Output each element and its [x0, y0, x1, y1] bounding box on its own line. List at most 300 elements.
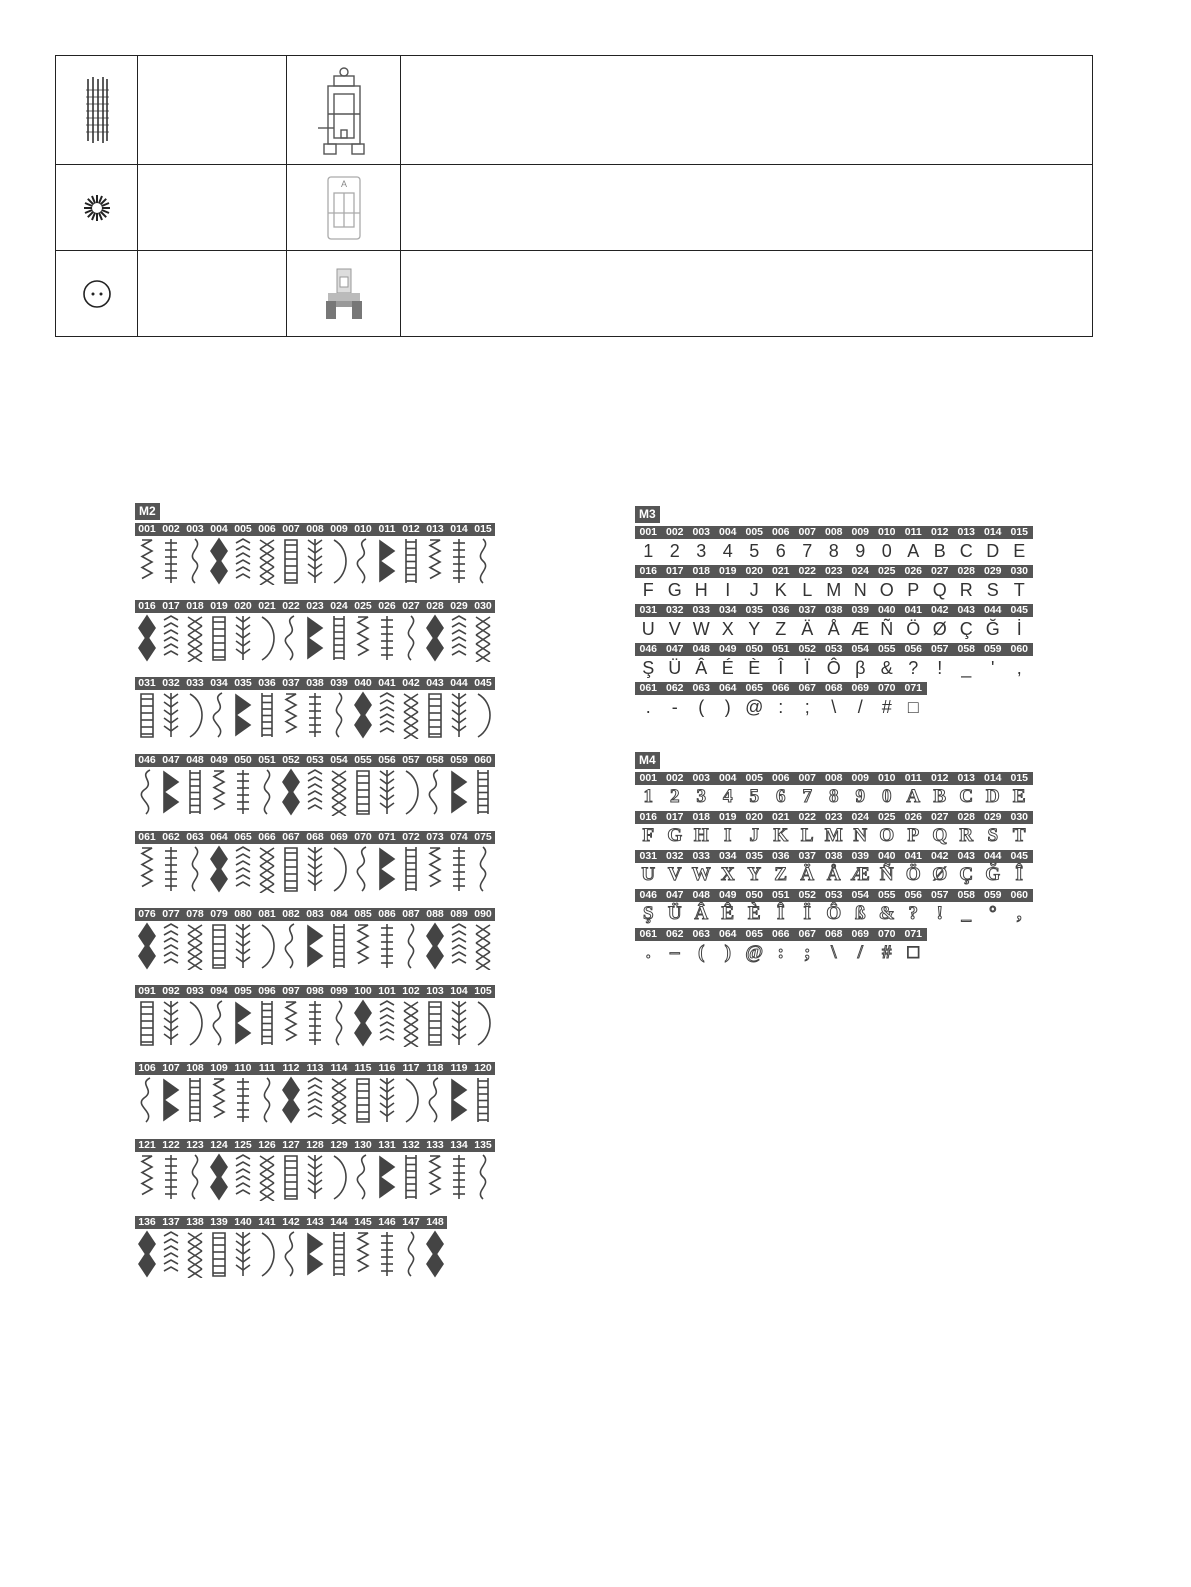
- font-character[interactable]: F: [642, 580, 654, 600]
- stitch-pattern[interactable]: [135, 1152, 159, 1202]
- stitch-pattern[interactable]: [279, 1152, 303, 1202]
- stitch-pattern[interactable]: [135, 1075, 159, 1125]
- stitch-pattern[interactable]: [135, 536, 159, 586]
- stitch-pattern[interactable]: [303, 1152, 327, 1202]
- stitch-pattern[interactable]: [279, 1075, 303, 1125]
- stitch-pattern[interactable]: [423, 536, 447, 586]
- font-character[interactable]: Q: [932, 580, 947, 600]
- stitch-pattern[interactable]: [375, 998, 399, 1048]
- stitch-pattern[interactable]: [207, 767, 231, 817]
- font-character[interactable]: /: [857, 942, 863, 963]
- font-character[interactable]: L: [800, 825, 814, 846]
- font-character[interactable]: B: [933, 541, 946, 561]
- font-character[interactable]: ,: [1016, 903, 1022, 924]
- font-character[interactable]: (: [698, 942, 705, 963]
- stitch-pattern[interactable]: [183, 1152, 207, 1202]
- stitch-pattern[interactable]: [255, 536, 279, 586]
- font-character[interactable]: Ş: [642, 658, 655, 678]
- font-character[interactable]: Ä: [801, 619, 814, 639]
- font-character[interactable]: P: [907, 580, 920, 600]
- font-character[interactable]: 6: [776, 786, 786, 807]
- stitch-pattern[interactable]: [447, 921, 471, 971]
- stitch-pattern[interactable]: [423, 613, 447, 663]
- font-character[interactable]: 5: [749, 541, 760, 561]
- font-character[interactable]: È: [748, 658, 761, 678]
- stitch-pattern[interactable]: [471, 690, 495, 740]
- font-character[interactable]: □: [907, 942, 919, 963]
- stitch-pattern[interactable]: [279, 998, 303, 1048]
- font-character[interactable]: È: [747, 903, 761, 924]
- font-character[interactable]: Â: [695, 658, 708, 678]
- stitch-pattern[interactable]: [375, 1152, 399, 1202]
- stitch-pattern[interactable]: [423, 844, 447, 894]
- stitch-pattern[interactable]: [351, 998, 375, 1048]
- font-character[interactable]: :: [777, 942, 784, 963]
- stitch-pattern[interactable]: [327, 536, 351, 586]
- stitch-pattern[interactable]: [231, 1152, 255, 1202]
- stitch-pattern[interactable]: [375, 767, 399, 817]
- stitch-pattern[interactable]: [471, 1075, 495, 1125]
- font-character[interactable]: !: [937, 658, 943, 678]
- stitch-pattern[interactable]: [207, 844, 231, 894]
- font-character[interactable]: -: [671, 697, 678, 717]
- stitch-pattern[interactable]: [423, 1229, 447, 1279]
- stitch-pattern[interactable]: [375, 690, 399, 740]
- stitch-pattern[interactable]: [471, 921, 495, 971]
- stitch-pattern[interactable]: [375, 844, 399, 894]
- font-character[interactable]: J: [749, 580, 759, 600]
- stitch-pattern[interactable]: [279, 690, 303, 740]
- font-character[interactable]: 9: [855, 541, 866, 561]
- stitch-pattern[interactable]: [135, 844, 159, 894]
- stitch-pattern[interactable]: [159, 1229, 183, 1279]
- stitch-pattern[interactable]: [207, 1075, 231, 1125]
- char-number: 051: [771, 643, 790, 655]
- font-character[interactable]: &: [878, 903, 895, 924]
- stitch-pattern[interactable]: [231, 844, 255, 894]
- stitch-pattern[interactable]: [207, 1229, 231, 1279]
- stitch-pattern[interactable]: [303, 921, 327, 971]
- stitch-pattern[interactable]: [135, 613, 159, 663]
- font-character[interactable]: Ö: [905, 864, 921, 885]
- stitch-pattern[interactable]: [423, 921, 447, 971]
- font-character[interactable]: B: [933, 786, 947, 807]
- stitch-pattern[interactable]: [303, 1229, 327, 1279]
- char-number: 004: [718, 526, 737, 538]
- stitch-pattern[interactable]: [303, 613, 327, 663]
- font-character[interactable]: Ç: [959, 619, 973, 639]
- stitch-pattern[interactable]: [423, 1152, 447, 1202]
- font-character[interactable]: Ø: [932, 864, 948, 885]
- stitch-pattern[interactable]: [207, 690, 231, 740]
- font-character[interactable]: #: [881, 697, 892, 717]
- stitch-pattern[interactable]: [447, 998, 471, 1048]
- font-character[interactable]: İ: [1016, 619, 1022, 639]
- font-character[interactable]: 9: [855, 786, 865, 807]
- font-character[interactable]: P: [907, 825, 920, 846]
- stitch-pattern[interactable]: [447, 1152, 471, 1202]
- font-character[interactable]: Ñ: [879, 864, 894, 885]
- font-character[interactable]: Ö: [906, 619, 921, 639]
- font-character[interactable]: A: [907, 541, 920, 561]
- stitch-pattern[interactable]: [351, 844, 375, 894]
- font-character[interactable]: :: [778, 697, 784, 717]
- char-number: 067: [798, 928, 817, 940]
- stitch-pattern[interactable]: [231, 1075, 255, 1125]
- stitch-pattern[interactable]: [183, 921, 207, 971]
- stitch-pattern[interactable]: [351, 921, 375, 971]
- font-character[interactable]: L: [802, 580, 813, 600]
- font-character[interactable]: 4: [723, 786, 733, 807]
- stitch-pattern[interactable]: [399, 921, 423, 971]
- stitch-pattern[interactable]: [207, 536, 231, 586]
- font-character[interactable]: 1: [643, 786, 653, 807]
- stitch-pattern[interactable]: [399, 690, 423, 740]
- stitch-pattern[interactable]: [231, 1229, 255, 1279]
- stitch-pattern[interactable]: [255, 1229, 279, 1279]
- font-character[interactable]: 2: [670, 786, 680, 807]
- stitch-pattern[interactable]: [231, 690, 255, 740]
- font-character[interactable]: F: [642, 825, 655, 846]
- stitch-pattern[interactable]: [135, 1229, 159, 1279]
- stitch-pattern[interactable]: [159, 690, 183, 740]
- stitch-pattern[interactable]: [255, 921, 279, 971]
- stitch-pattern[interactable]: [135, 998, 159, 1048]
- stitch-pattern[interactable]: [471, 613, 495, 663]
- stitch-pattern[interactable]: [159, 921, 183, 971]
- font-character[interactable]: 5: [749, 786, 759, 807]
- font-character[interactable]: Æ: [851, 619, 870, 639]
- stitch-pattern[interactable]: [159, 613, 183, 663]
- font-character[interactable]: Ñ: [880, 619, 894, 639]
- font-character[interactable]: ?: [908, 658, 919, 678]
- stitch-pattern[interactable]: [159, 767, 183, 817]
- stitch-pattern[interactable]: [303, 767, 327, 817]
- font-character[interactable]: D: [986, 541, 1000, 561]
- font-character[interactable]: 8: [829, 786, 839, 807]
- font-character[interactable]: (: [698, 697, 705, 717]
- font-character[interactable]: Ğ: [985, 864, 1001, 885]
- stitch-pattern[interactable]: [351, 1075, 375, 1125]
- font-character[interactable]: A: [906, 786, 921, 807]
- stitch-pattern[interactable]: [231, 767, 255, 817]
- font-character[interactable]: O: [879, 580, 894, 600]
- font-character[interactable]: !: [936, 903, 943, 924]
- stitch-pattern[interactable]: [447, 690, 471, 740]
- stitch-pattern[interactable]: [471, 1152, 495, 1202]
- font-character[interactable]: .: [645, 697, 651, 717]
- font-character[interactable]: _: [961, 903, 971, 924]
- stitch-pattern[interactable]: [135, 767, 159, 817]
- font-character[interactable]: T: [1012, 825, 1026, 846]
- stitch-pattern[interactable]: [303, 1075, 327, 1125]
- font-character[interactable]: S: [987, 825, 999, 846]
- font-character[interactable]: Ğ: [985, 619, 1000, 639]
- font-character[interactable]: ': [991, 658, 995, 678]
- stitch-pattern[interactable]: [159, 998, 183, 1048]
- font-character[interactable]: W: [691, 864, 711, 885]
- stitch-pattern[interactable]: [159, 844, 183, 894]
- font-character[interactable]: Å: [826, 864, 841, 885]
- font-character[interactable]: ß: [854, 903, 866, 924]
- stitch-pattern[interactable]: [351, 1152, 375, 1202]
- font-character[interactable]: H: [694, 580, 708, 600]
- stitch-pattern[interactable]: [375, 613, 399, 663]
- font-character[interactable]: 1: [643, 541, 654, 561]
- font-character[interactable]: U: [641, 619, 655, 639]
- font-character[interactable]: X: [720, 864, 735, 885]
- font-character[interactable]: ;: [804, 942, 811, 963]
- stitch-pattern[interactable]: [279, 1229, 303, 1279]
- stitch-pattern[interactable]: [327, 767, 351, 817]
- stitch-pattern[interactable]: [303, 998, 327, 1048]
- stitch-pattern[interactable]: [231, 998, 255, 1048]
- stitch-pattern[interactable]: [399, 844, 423, 894]
- stitch-pattern[interactable]: [399, 613, 423, 663]
- stitch-pattern[interactable]: [399, 1075, 423, 1125]
- stitch-pattern[interactable]: [159, 1152, 183, 1202]
- stitch-pattern[interactable]: [207, 921, 231, 971]
- stitch-pattern[interactable]: [351, 767, 375, 817]
- font-character[interactable]: \: [831, 697, 837, 717]
- font-character[interactable]: 6: [775, 541, 786, 561]
- stitch-pattern[interactable]: [303, 844, 327, 894]
- font-character[interactable]: ,: [1016, 658, 1022, 678]
- font-character[interactable]: E: [1012, 786, 1026, 807]
- stitch-pattern[interactable]: [183, 1229, 207, 1279]
- stitch-pattern[interactable]: [303, 536, 327, 586]
- font-character[interactable]: #: [882, 942, 892, 963]
- stitch-pattern[interactable]: [255, 1152, 279, 1202]
- stitch-pattern[interactable]: [351, 536, 375, 586]
- stitch-pattern[interactable]: [327, 613, 351, 663]
- font-character[interactable]: W: [692, 619, 710, 639]
- stitch-pattern[interactable]: [327, 690, 351, 740]
- font-character[interactable]: Y: [747, 864, 762, 885]
- stitch-pattern[interactable]: [327, 1152, 351, 1202]
- font-character[interactable]: 2: [669, 541, 680, 561]
- stitch-pattern[interactable]: [399, 767, 423, 817]
- font-character[interactable]: M: [826, 580, 842, 600]
- font-character[interactable]: Â: [694, 903, 709, 924]
- stitch-pattern[interactable]: [399, 1152, 423, 1202]
- stitch-pattern[interactable]: [207, 1152, 231, 1202]
- font-character[interactable]: X: [721, 619, 734, 639]
- font-character[interactable]: 7: [802, 786, 812, 807]
- stitch-pattern[interactable]: [423, 1075, 447, 1125]
- stitch-pattern[interactable]: [471, 536, 495, 586]
- font-character[interactable]: 7: [802, 541, 813, 561]
- font-character[interactable]: K: [773, 825, 789, 846]
- stitch-pattern[interactable]: [207, 998, 231, 1048]
- stitch-pattern[interactable]: [399, 536, 423, 586]
- stitch-pattern[interactable]: [279, 767, 303, 817]
- font-character[interactable]: K: [774, 580, 787, 600]
- stitch-pattern[interactable]: [207, 613, 231, 663]
- font-character[interactable]: 0: [881, 541, 892, 561]
- stitch-pattern[interactable]: [399, 998, 423, 1048]
- stitch-pattern[interactable]: [351, 1229, 375, 1279]
- stitch-pattern[interactable]: [279, 536, 303, 586]
- stitch-pattern[interactable]: [327, 998, 351, 1048]
- font-character[interactable]: \: [831, 942, 837, 963]
- font-character[interactable]: G: [667, 825, 683, 846]
- stitch-pattern[interactable]: [183, 1075, 207, 1125]
- font-character[interactable]: É: [721, 658, 734, 678]
- stitch-pattern[interactable]: [183, 536, 207, 586]
- stitch-pattern[interactable]: [471, 998, 495, 1048]
- font-character[interactable]: @: [745, 942, 764, 963]
- font-character[interactable]: Ç: [959, 864, 974, 885]
- stitch-pattern[interactable]: [183, 998, 207, 1048]
- stitch-pattern[interactable]: [135, 921, 159, 971]
- font-character[interactable]: Ï: [803, 903, 811, 924]
- font-character[interactable]: Q: [932, 825, 948, 846]
- font-character[interactable]: Î: [778, 658, 784, 678]
- stitch-pattern[interactable]: [183, 613, 207, 663]
- stitch-pattern[interactable]: [255, 767, 279, 817]
- stitch-pattern[interactable]: [447, 613, 471, 663]
- font-character[interactable]: Ü: [667, 903, 682, 924]
- font-character[interactable]: Î: [777, 903, 785, 924]
- stitch-pattern[interactable]: [279, 921, 303, 971]
- stitch-pattern[interactable]: [255, 1075, 279, 1125]
- stitch-pattern[interactable]: [183, 844, 207, 894]
- font-character[interactable]: C: [959, 541, 973, 561]
- font-character[interactable]: N: [853, 580, 867, 600]
- font-character[interactable]: 0: [882, 786, 892, 807]
- font-character[interactable]: β: [855, 658, 866, 678]
- stitch-pattern[interactable]: [255, 844, 279, 894]
- stitch-pattern[interactable]: [423, 998, 447, 1048]
- stitch-pattern[interactable]: [375, 536, 399, 586]
- font-character[interactable]: T: [1013, 580, 1025, 600]
- font-character[interactable]: Z: [775, 619, 787, 639]
- font-character[interactable]: O: [879, 825, 895, 846]
- font-character[interactable]: &: [880, 658, 893, 678]
- stitch-pattern[interactable]: [327, 1075, 351, 1125]
- stitch-pattern[interactable]: [279, 613, 303, 663]
- font-character[interactable]: Ô: [826, 658, 841, 678]
- font-character[interactable]: R: [959, 825, 974, 846]
- font-character[interactable]: H: [693, 825, 709, 846]
- stitch-pattern[interactable]: [447, 767, 471, 817]
- font-character[interactable]: Z: [774, 864, 788, 885]
- font-character[interactable]: ): [724, 942, 731, 963]
- font-character[interactable]: ;: [804, 697, 810, 717]
- font-character[interactable]: °: [988, 903, 997, 924]
- stitch-pattern[interactable]: [447, 1075, 471, 1125]
- stitch-pattern[interactable]: [183, 690, 207, 740]
- stitch-pattern[interactable]: [327, 921, 351, 971]
- stitch-pattern[interactable]: [231, 613, 255, 663]
- stitch-pattern[interactable]: [471, 767, 495, 817]
- font-character[interactable]: Ş: [642, 903, 654, 924]
- stitch-pattern[interactable]: [183, 767, 207, 817]
- font-character[interactable]: I: [725, 580, 731, 600]
- stitch-pattern[interactable]: [327, 844, 351, 894]
- stitch-number: 042: [402, 677, 420, 689]
- font-character[interactable]: 3: [696, 541, 707, 561]
- stitch-number: 077: [162, 908, 180, 920]
- char-number: 043: [957, 604, 976, 616]
- font-character[interactable]: 3: [696, 786, 706, 807]
- font-character[interactable]: @: [745, 697, 764, 717]
- font-character[interactable]: 8: [828, 541, 839, 561]
- stitch-pattern[interactable]: [327, 1229, 351, 1279]
- stitch-pattern[interactable]: [159, 536, 183, 586]
- font-character[interactable]: Y: [748, 619, 761, 639]
- font-character[interactable]: Å: [827, 619, 840, 639]
- font-character[interactable]: J: [749, 825, 759, 846]
- stitch-pattern[interactable]: [279, 844, 303, 894]
- font-character[interactable]: V: [668, 619, 681, 639]
- stitch-pattern[interactable]: [399, 1229, 423, 1279]
- font-character[interactable]: Ê: [721, 903, 735, 924]
- stitch-pattern[interactable]: [231, 921, 255, 971]
- stitch-pattern[interactable]: [303, 690, 327, 740]
- stitch-pattern[interactable]: [255, 998, 279, 1048]
- stitch-pattern[interactable]: [255, 613, 279, 663]
- font-character[interactable]: Ä: [800, 864, 815, 885]
- font-character[interactable]: 4: [722, 541, 733, 561]
- font-character[interactable]: I: [724, 825, 732, 846]
- stitch-pattern[interactable]: [351, 690, 375, 740]
- font-character[interactable]: S: [986, 580, 999, 600]
- font-character[interactable]: M: [824, 825, 843, 846]
- font-character[interactable]: R: [959, 580, 973, 600]
- font-character[interactable]: E: [1013, 541, 1026, 561]
- stitch-number: 006: [258, 523, 276, 535]
- font-character[interactable]: U: [641, 864, 656, 885]
- stitch-number: 038: [306, 677, 324, 689]
- font-character[interactable]: V: [667, 864, 682, 885]
- stitch-pattern[interactable]: [255, 690, 279, 740]
- font-character[interactable]: N: [853, 825, 868, 846]
- font-character[interactable]: Ï: [804, 658, 810, 678]
- stitch-pattern[interactable]: [471, 844, 495, 894]
- char-number: 068: [824, 682, 843, 694]
- font-character[interactable]: Î: [1015, 864, 1023, 885]
- font-character[interactable]: –: [670, 942, 680, 963]
- font-character[interactable]: .: [645, 942, 651, 963]
- font-character[interactable]: Ô: [826, 903, 842, 924]
- stitch-pattern[interactable]: [375, 1075, 399, 1125]
- stitch-pattern[interactable]: [135, 690, 159, 740]
- font-character[interactable]: Ø: [932, 619, 947, 639]
- char-number: 071: [904, 928, 923, 940]
- font-character[interactable]: □: [907, 697, 919, 717]
- font-character[interactable]: G: [667, 580, 682, 600]
- stitch-pattern[interactable]: [447, 844, 471, 894]
- font-character[interactable]: C: [959, 786, 974, 807]
- font-character[interactable]: D: [985, 786, 1000, 807]
- font-character[interactable]: ?: [908, 903, 918, 924]
- stitch-pattern[interactable]: [375, 921, 399, 971]
- stitch-pattern[interactable]: [231, 536, 255, 586]
- stitch-pattern[interactable]: [375, 1229, 399, 1279]
- font-character[interactable]: Æ: [850, 864, 870, 885]
- font-character[interactable]: _: [961, 658, 972, 678]
- stitch-pattern[interactable]: [423, 767, 447, 817]
- font-character[interactable]: ): [724, 697, 731, 717]
- stitch-pattern[interactable]: [423, 690, 447, 740]
- stitch-pattern[interactable]: [159, 1075, 183, 1125]
- stitch-pattern[interactable]: [351, 613, 375, 663]
- font-character[interactable]: Ü: [668, 658, 682, 678]
- stitch-pattern[interactable]: [447, 536, 471, 586]
- font-character[interactable]: /: [857, 697, 863, 717]
